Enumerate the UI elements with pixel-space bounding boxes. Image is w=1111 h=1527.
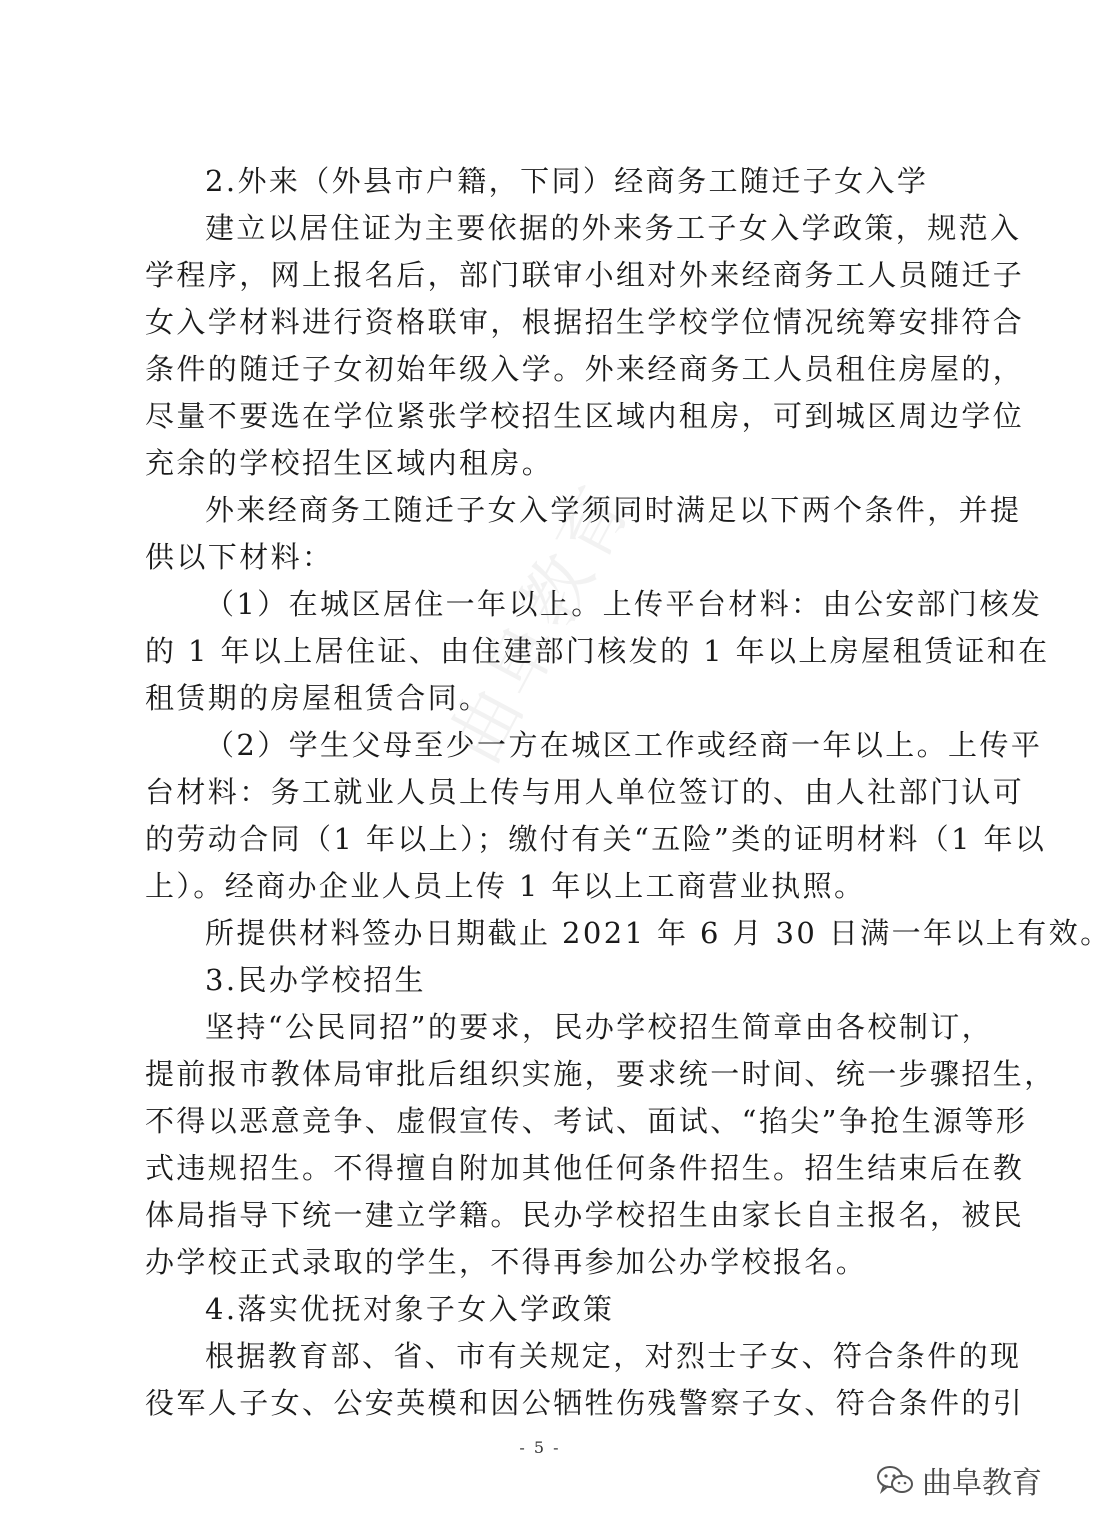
paragraph-line: 台材料：务工就业人员上传与用人单位签订的、由人社部门认可	[145, 775, 1025, 809]
brand-name: 曲阜教育	[922, 1466, 1042, 1501]
heading-preferential-policy: 4.落实优抚对象子女入学政策	[205, 1292, 615, 1326]
paragraph-line: 外来经商务工随迁子女入学须同时满足以下两个条件，并提	[205, 493, 1022, 527]
paragraph-line: 女入学材料进行资格联审，根据招生学校学位情况统筹安排符合	[145, 305, 1025, 339]
paragraph-line: 的劳动合同（1 年以上）；缴付有关“五险”类的证明材料（1 年以	[145, 822, 1047, 856]
paragraph-line: 建立以居住证为主要依据的外来务工子女入学政策，规范入	[205, 211, 1022, 245]
paragraph-line: 的 1 年以上居住证、由住建部门核发的 1 年以上房屋租赁证和在	[145, 634, 1050, 668]
paragraph-line: 所提供材料签办日期截止 2021 年 6 月 30 日满一年以上有效。	[205, 916, 1111, 950]
paragraph-line: 上）。经商办企业人员上传 1 年以上工商营业执照。	[145, 869, 866, 903]
paragraph-line: 式违规招生。不得擅自附加其他任何条件招生。招生结束后在教	[145, 1151, 1025, 1185]
paragraph-line: 根据教育部、省、市有关规定，对烈士子女、符合条件的现	[205, 1339, 1022, 1373]
paragraph-line: 租赁期的房屋租赁合同。	[145, 681, 491, 715]
paragraph-line: 办学校正式录取的学生，不得再参加公办学校报名。	[145, 1245, 868, 1279]
brand-badge[interactable]	[876, 1458, 1042, 1502]
watermark: 曲阜教育	[433, 468, 649, 776]
wechat-icon	[876, 1465, 914, 1495]
paragraph-line: 役军人子女、公安英模和因公牺牲伤残警察子女、符合条件的引	[145, 1386, 1025, 1420]
paragraph-line: 体局指导下统一建立学籍。民办学校招生由家长自主报名，被民	[145, 1198, 1025, 1232]
paragraph-line: 尽量不要选在学位紧张学校招生区域内租房，可到城区周边学位	[145, 399, 1025, 433]
paragraph-line: 学程序，网上报名后，部门联审小组对外来经商务工人员随迁子	[145, 258, 1025, 292]
heading-private-schools: 3.民办学校招生	[205, 963, 426, 997]
condition-item-1: （1）在城区居住一年以上。上传平台材料：由公安部门核发	[205, 587, 1043, 621]
condition-item-2: （2）学生父母至少一方在城区工作或经商一年以上。上传平	[205, 728, 1043, 762]
paragraph-line: 不得以恶意竞争、虚假宣传、考试、面试、“掐尖”争抢生源等形	[145, 1104, 1028, 1138]
paragraph-line: 充余的学校招生区域内租房。	[145, 446, 554, 480]
paragraph-line: 供以下材料：	[145, 540, 334, 574]
page-number: - 5 -	[519, 1438, 561, 1457]
paragraph-line: 坚持“公民同招”的要求，民办学校招生简章由各校制订，	[205, 1010, 994, 1044]
heading-migrant-children: 2.外来（外县市户籍，下同）经商务工随迁子女入学	[205, 164, 929, 198]
paragraph-line: 条件的随迁子女初始年级入学。外来经商务工人员租住房屋的，	[145, 352, 1025, 386]
paragraph-line: 提前报市教体局审批后组织实施，要求统一时间、统一步骤招生，	[145, 1057, 1056, 1091]
